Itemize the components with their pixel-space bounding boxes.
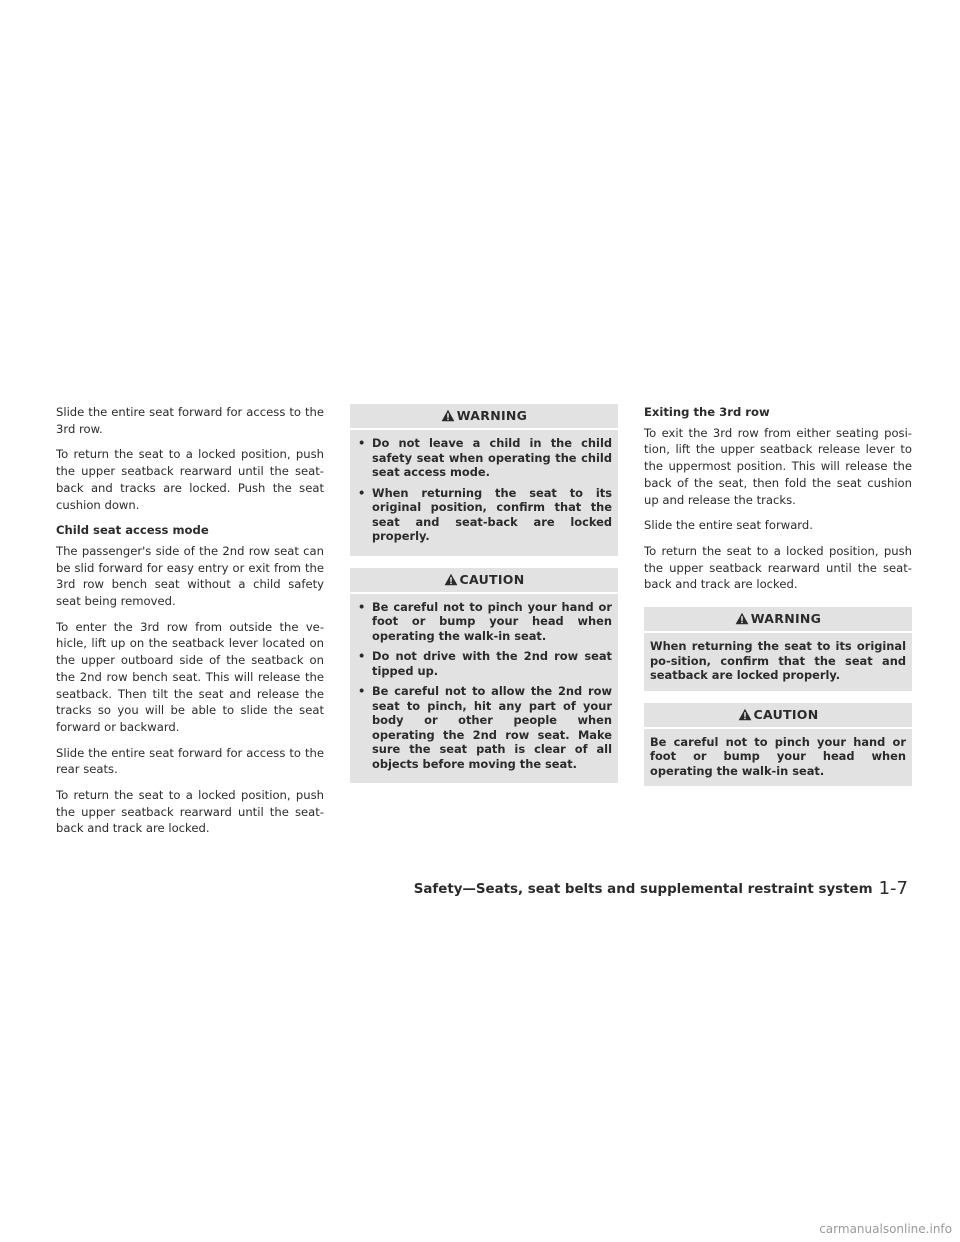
bullet-glyph: • bbox=[358, 599, 366, 614]
warning-triangle-icon bbox=[738, 705, 752, 729]
box-divider bbox=[350, 428, 618, 430]
watermark: carmanualsonline.info bbox=[819, 1222, 952, 1236]
warning-triangle-icon bbox=[441, 406, 455, 430]
body-paragraph: The passenger's side of the 2nd row seat can be slid forward for easy entry or exit from the 3rd row bench seat without a child safety seat being removed. bbox=[56, 543, 324, 609]
bullet-glyph: • bbox=[358, 485, 366, 500]
warning-header bbox=[650, 607, 906, 631]
caution-text: Be careful not to pinch your hand or foot or bump your head when operating the walk-in seat. bbox=[650, 734, 906, 778]
bullet-glyph: • bbox=[358, 684, 366, 698]
page-footer bbox=[414, 878, 908, 899]
body-paragraph: To return the seat to a locked position, push the upper seatback rearward until the seat-back and track are locked. bbox=[56, 788, 324, 836]
body-paragraph: Slide the entire seat forward for access to the rear seats. bbox=[56, 745, 324, 777]
list-item: • Do not drive with the 2nd row seat tipped up. bbox=[358, 649, 612, 678]
warning-text: When returning the seat to its original po-sition, confirm that the seat and seatback are locked properly. bbox=[650, 639, 906, 683]
list-item: • Be careful not to allow the 2nd row seat to pinch, hit any part of your body or other people when operating the 2nd row seat. Make sure the seat path is clear of all objects before moving the seat. bbox=[358, 684, 612, 771]
list-item: • Do not leave a child in the child safety seat when operating the child seat access mode. bbox=[358, 436, 612, 479]
middle-column bbox=[350, 404, 618, 795]
right-column bbox=[644, 404, 912, 798]
body-paragraph: To return the seat to a locked position, push the upper seatback rearward until the seat-back and track are locked. bbox=[644, 543, 912, 592]
bullet-glyph: • bbox=[358, 649, 366, 663]
warning-triangle-icon bbox=[444, 570, 458, 594]
warning-triangle-icon bbox=[735, 609, 749, 633]
caution-box bbox=[350, 568, 618, 784]
caution-title: CAUTION bbox=[753, 706, 819, 722]
caution-list bbox=[356, 600, 612, 772]
list-item: • When returning the seat to its original position, confirm that the seat and seat-back are locked properly. bbox=[358, 485, 612, 543]
list-item: • Be careful not to pinch your hand or foot or bump your head when operating the walk-in seat. bbox=[358, 599, 612, 643]
caution-header bbox=[356, 568, 612, 592]
section-heading-child-seat-access-mode: Child seat access mode bbox=[56, 523, 209, 538]
footer-section-title: Safety—Seats, seat belts and supplemental restraint system bbox=[413, 882, 873, 897]
caution-title: CAUTION bbox=[459, 571, 525, 587]
page-number: 1-7 bbox=[878, 878, 908, 899]
warning-list bbox=[356, 436, 612, 544]
caution-header bbox=[650, 703, 906, 727]
warning-title: WARNING bbox=[750, 611, 822, 627]
body-paragraph: To exit the 3rd row from either seating posi-tion, lift the upper seatback release lever to the uppermost position. This will release the back of the seat, then fold the seat cushion up and release the tracks. bbox=[644, 425, 912, 507]
warning-box bbox=[350, 404, 618, 556]
body-paragraph: Slide the entire seat forward. bbox=[644, 518, 813, 533]
caution-box bbox=[644, 703, 912, 787]
body-paragraph: Slide the entire seat forward for access to the 3rd row. bbox=[56, 405, 324, 436]
body-paragraph: To enter the 3rd row from outside the ve-hicle, lift up on the seatback lever located on the upper outboard side of the seatback on the 2nd row bench seat. This will release the seatback. Then tilt the seat and release the tracks so you will be able to slide the seat forward or backward. bbox=[56, 619, 324, 734]
section-heading-exiting-3rd-row: Exiting the 3rd row bbox=[644, 405, 770, 419]
warning-box bbox=[644, 607, 912, 691]
bullet-glyph: • bbox=[358, 436, 366, 450]
warning-title: WARNING bbox=[456, 408, 528, 423]
left-column bbox=[56, 404, 324, 846]
box-divider bbox=[644, 631, 912, 633]
warning-header bbox=[356, 404, 612, 428]
body-paragraph: To return the seat to a locked position, push the upper seatback rearward until the seat-back and tracks are locked. Push the seat cushion down. bbox=[56, 447, 324, 512]
